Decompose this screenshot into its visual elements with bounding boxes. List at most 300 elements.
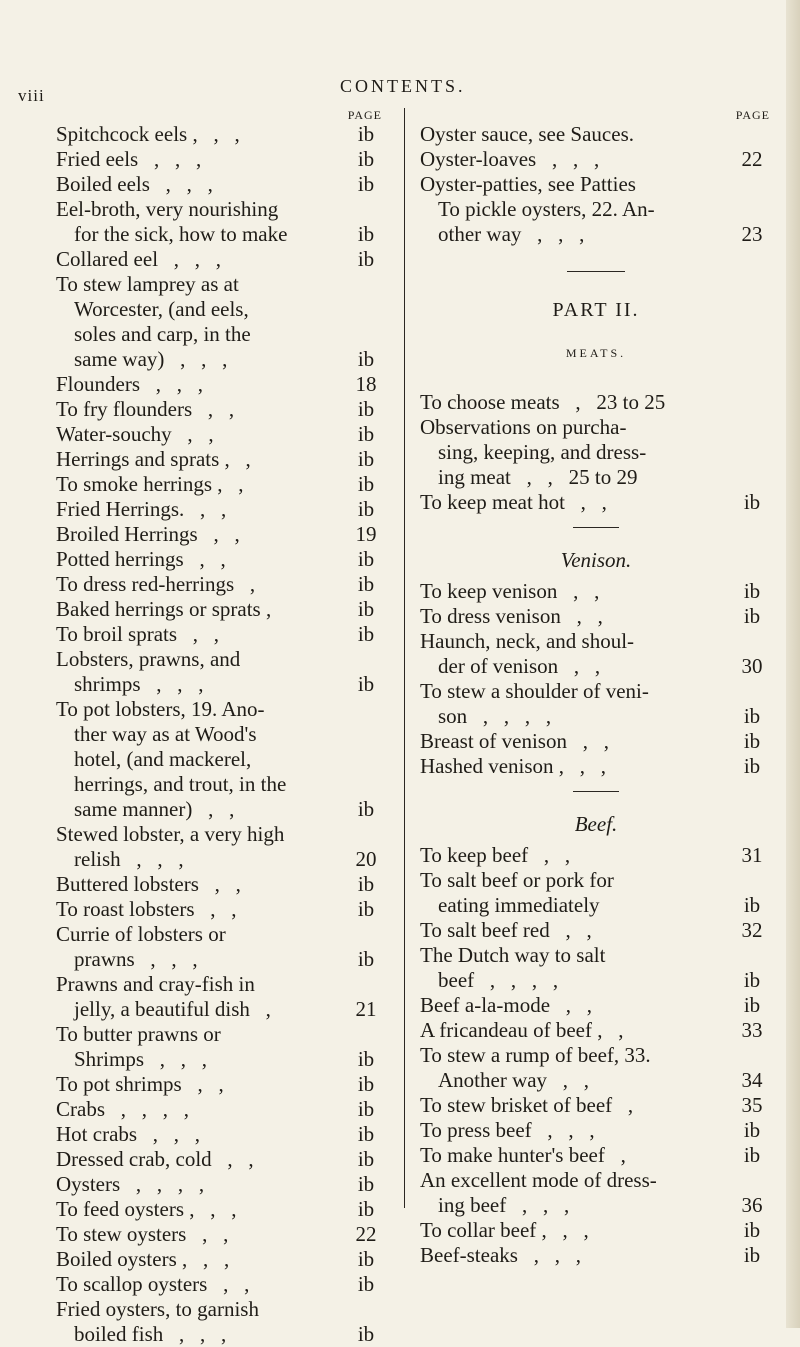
page-ref: 32 (741, 918, 763, 942)
toc-line (420, 1193, 772, 1218)
page-ref: ib (743, 1243, 761, 1267)
toc-line (56, 472, 386, 497)
toc-line (56, 547, 386, 572)
entry-text: Beef-steaks , , , (420, 1243, 581, 1267)
entry-text: Eel-broth, very nourishing (56, 197, 279, 221)
entry-text: other way , , , (438, 222, 585, 246)
page-ref: 30 (741, 654, 763, 678)
entry-text: To roast lobsters , , (56, 897, 237, 921)
toc-entry (56, 547, 386, 572)
toc-entry (420, 415, 772, 490)
toc-entry (420, 918, 772, 943)
page-ref: ib (357, 497, 375, 521)
toc-line (56, 247, 386, 272)
entry-text: To pot lobsters, 19. Ano- (56, 697, 265, 721)
page-ref: ib (743, 604, 761, 628)
toc-line (420, 122, 772, 147)
entry-text: To stew brisket of beef , (420, 1093, 634, 1117)
entry-text: beef , , , , (438, 968, 559, 992)
toc-line (420, 1118, 772, 1143)
entry-text: Buttered lobsters , , (56, 872, 241, 896)
toc-line (420, 1018, 772, 1043)
toc-line (56, 197, 386, 222)
toc-entry (420, 729, 772, 754)
entry-text: Baked herrings or sprats , (56, 597, 272, 621)
entry-text: To pot shrimps , , (56, 1072, 224, 1096)
page-ref: ib (743, 1143, 761, 1167)
entry-text: A fricandeau of beef , , (420, 1018, 624, 1042)
page-ref: 36 (741, 1193, 763, 1217)
toc-line (56, 1197, 386, 1222)
toc-line (56, 1147, 386, 1172)
toc-line (56, 947, 386, 972)
entry-text: An excellent mode of dress- (420, 1168, 657, 1192)
toc-entry (420, 868, 772, 918)
toc-entry (420, 993, 772, 1018)
page-ref: ib (743, 1118, 761, 1142)
entry-text: Worcester, (and eels, (74, 297, 249, 321)
entry-text: To stew oysters , , (56, 1222, 229, 1246)
toc-entry (420, 943, 772, 993)
toc-line (420, 1168, 772, 1193)
entry-text: relish , , , (74, 847, 184, 871)
entry-text: same manner) , , (74, 797, 235, 821)
toc-line (56, 372, 386, 397)
toc-line (420, 390, 772, 415)
page-ref: ib (357, 622, 375, 646)
page-ref: ib (743, 579, 761, 603)
entry-text: Oyster sauce, see Sauces. (420, 122, 634, 146)
page-ref: 31 (741, 843, 763, 867)
toc-line (420, 147, 772, 172)
toc-line (420, 843, 772, 868)
venison-entries (420, 579, 772, 779)
entry-text: Boiled eels , , , (56, 172, 213, 196)
toc-line (56, 572, 386, 597)
entry-text: To salt beef red , , (420, 918, 592, 942)
toc-line (56, 122, 386, 147)
entry-text: ing beef , , , (438, 1193, 570, 1217)
section-title-venison: Venison. (560, 548, 632, 572)
page-title: CONTENTS. (340, 76, 466, 96)
page-ref: ib (357, 122, 375, 146)
page-ref: ib (357, 347, 375, 371)
toc-line (56, 172, 386, 197)
entry-text: To choose meats , 23 to 25 (420, 390, 666, 414)
toc-line (56, 1172, 386, 1197)
entry-text: Currie of lobsters or (56, 922, 226, 946)
toc-entry (56, 1172, 386, 1197)
toc-line (420, 172, 772, 197)
toc-line (56, 1072, 386, 1097)
page-ref: ib (743, 490, 761, 514)
page-ref: ib (743, 754, 761, 778)
toc-entry (56, 647, 386, 697)
section-title-beef: Beef. (574, 812, 618, 836)
toc-line (56, 447, 386, 472)
toc-entry (420, 604, 772, 629)
toc-entry (56, 122, 386, 147)
entry-text: Observations on purcha- (420, 415, 627, 439)
entry-text: Water-souchy , , (56, 422, 214, 446)
toc-line (420, 754, 772, 779)
toc-line (420, 629, 772, 654)
toc-entry (56, 247, 386, 272)
page-column-label: PAGE (347, 108, 382, 122)
entry-text: herrings, and trout, in the (74, 772, 287, 796)
left-column (56, 108, 386, 1347)
toc-entry (56, 622, 386, 647)
toc-entry (420, 390, 772, 415)
toc-entry (56, 472, 386, 497)
toc-entry (56, 1297, 386, 1347)
entry-text: Oyster-patties, see Patties (420, 172, 636, 196)
entry-text: Hot crabs , , , (56, 1122, 201, 1146)
toc-entry (56, 1097, 386, 1122)
entry-text: To keep meat hot , , (420, 490, 607, 514)
meats-entries (420, 390, 772, 515)
toc-line (56, 322, 386, 347)
entry-text: jelly, a beautiful dish , (74, 997, 271, 1021)
page-ref: ib (357, 572, 375, 596)
entry-text: To keep venison , , (420, 579, 600, 603)
toc-line (420, 729, 772, 754)
page-ref: ib (743, 968, 761, 992)
toc-line (56, 1322, 386, 1347)
section-divider (567, 271, 625, 272)
page-ref: ib (357, 397, 375, 421)
toc-entry (56, 597, 386, 622)
page-ref: ib (743, 704, 761, 728)
toc-line (56, 847, 386, 872)
page-ref: 23 (741, 222, 763, 246)
entry-text: shrimps , , , (74, 672, 204, 696)
page-ref: ib (357, 1247, 375, 1271)
toc-line (56, 297, 386, 322)
entry-text: To fry flounders , , (56, 397, 235, 421)
toc-line (56, 597, 386, 622)
entry-text: To broil sprats , , (56, 622, 220, 646)
toc-line (56, 1222, 386, 1247)
page-ref: ib (357, 447, 375, 471)
entry-text: Collared eel , , , (56, 247, 222, 271)
toc-line (420, 679, 772, 704)
page-ref: ib (743, 993, 761, 1017)
page-ref: ib (357, 597, 375, 621)
toc-entry (56, 572, 386, 597)
page-ref: ib (357, 1097, 375, 1121)
toc-line (420, 1143, 772, 1168)
entry-text: To scallop oysters , , (56, 1272, 250, 1296)
toc-entry (420, 1243, 772, 1268)
toc-line (56, 397, 386, 422)
entry-text: To keep beef , , (420, 843, 571, 867)
toc-line (420, 490, 772, 515)
toc-entry (420, 1093, 772, 1118)
page-ref: ib (357, 1197, 375, 1221)
toc-line (56, 422, 386, 447)
entry-text: Dressed crab, cold , , (56, 1147, 254, 1171)
entry-text: Prawns and cray-fish in (56, 972, 255, 996)
toc-entry (420, 754, 772, 779)
page-ref: 21 (355, 997, 377, 1021)
page-ref: ib (743, 893, 761, 917)
toc-line (56, 222, 386, 247)
toc-line (56, 797, 386, 822)
toc-entry (56, 1222, 386, 1247)
toc-entry (420, 172, 772, 247)
page-ref: ib (357, 222, 375, 246)
toc-entry (56, 497, 386, 522)
toc-line (56, 822, 386, 847)
page-ref: ib (357, 247, 375, 271)
toc-line (56, 897, 386, 922)
toc-entry (56, 897, 386, 922)
entry-text: sing, keeping, and dress- (438, 440, 647, 464)
toc-line (56, 1097, 386, 1122)
toc-entry (56, 697, 386, 822)
toc-entry (420, 122, 772, 147)
entry-text: ther way as at Wood's (74, 722, 257, 746)
page-column-label: PAGE (735, 108, 770, 122)
toc-entry (420, 147, 772, 172)
toc-line (56, 347, 386, 372)
toc-line (420, 1243, 772, 1268)
entry-text: To dress red-herrings , (56, 572, 256, 596)
page-ref: ib (357, 547, 375, 571)
toc-line (420, 415, 772, 440)
toc-entry (56, 147, 386, 172)
toc-entry (56, 172, 386, 197)
page-ref: ib (357, 1122, 375, 1146)
entry-text: eating immediately (438, 893, 600, 917)
page-ref: ib (357, 872, 375, 896)
entry-text: boiled fish , , , (74, 1322, 227, 1346)
right-top-entries (420, 122, 772, 247)
toc-line (56, 622, 386, 647)
entry-text: Boiled oysters , , , (56, 1247, 230, 1271)
toc-line (56, 772, 386, 797)
toc-line (56, 1247, 386, 1272)
page-edge (786, 0, 800, 1328)
toc-line (56, 722, 386, 747)
entry-text: Crabs , , , , (56, 1097, 189, 1121)
toc-line (420, 604, 772, 629)
toc-line (56, 497, 386, 522)
entry-text: Flounders , , , (56, 372, 203, 396)
toc-entry (56, 872, 386, 897)
entry-text: To press beef , , , (420, 1118, 595, 1142)
toc-entry (420, 1218, 772, 1243)
toc-line (56, 972, 386, 997)
entry-text: Potted herrings , , (56, 547, 226, 571)
toc-line (56, 672, 386, 697)
page-ref: 18 (355, 372, 377, 396)
right-column (420, 108, 772, 1268)
toc-entry (56, 972, 386, 1022)
entry-text: To collar beef , , , (420, 1218, 589, 1242)
toc-entry (420, 679, 772, 729)
entry-text: Fried Herrings. , , (56, 497, 227, 521)
entry-text: To stew a rump of beef, 33. (420, 1043, 651, 1067)
entry-text: Spitchcock eels , , , (56, 122, 240, 146)
toc-entry (420, 490, 772, 515)
toc-line (56, 647, 386, 672)
entry-text: To salt beef or pork for (420, 868, 614, 892)
entry-text: Fried eels , , , (56, 147, 202, 171)
page-ref: 22 (355, 1222, 377, 1246)
part-title: PART II. (552, 299, 640, 321)
toc-line (56, 147, 386, 172)
page-ref: ib (357, 1322, 375, 1346)
toc-entry (56, 1247, 386, 1272)
page-ref: ib (357, 172, 375, 196)
toc-entry (420, 843, 772, 868)
entry-text: der of venison , , (438, 654, 601, 678)
entry-text: Hashed venison , , , (420, 754, 607, 778)
toc-entry (56, 1072, 386, 1097)
toc-entry (56, 1272, 386, 1297)
toc-entry (56, 1122, 386, 1147)
page-ref: ib (357, 147, 375, 171)
entry-text: Stewed lobster, a very high (56, 822, 285, 846)
toc-line (56, 1122, 386, 1147)
toc-line (420, 1043, 772, 1068)
page-ref: ib (357, 672, 375, 696)
page-number: viii (18, 86, 45, 105)
toc-entry (56, 447, 386, 472)
toc-entry (56, 922, 386, 972)
entry-text: prawns , , , (74, 947, 198, 971)
toc-entry (420, 1143, 772, 1168)
toc-line (420, 465, 772, 490)
entry-text: To make hunter's beef , (420, 1143, 626, 1167)
toc-line (56, 522, 386, 547)
page-ref: ib (357, 797, 375, 821)
entry-text: To stew a shoulder of veni- (420, 679, 649, 703)
toc-entry (420, 629, 772, 679)
toc-line (420, 943, 772, 968)
page-ref: ib (357, 947, 375, 971)
left-entries (56, 122, 386, 1347)
page-ref: ib (357, 1272, 375, 1296)
column-divider (404, 108, 405, 1208)
entry-text: Broiled Herrings , , (56, 522, 240, 546)
page-ref: ib (357, 897, 375, 921)
entry-text: Oyster-loaves , , , (420, 147, 600, 171)
entry-text: same way) , , , (74, 347, 228, 371)
toc-line (56, 272, 386, 297)
toc-line (420, 918, 772, 943)
entry-text: Another way , , (438, 1068, 590, 1092)
page-ref: ib (357, 422, 375, 446)
toc-entry (56, 197, 386, 247)
toc-entry (420, 1018, 772, 1043)
entry-text: Oysters , , , , (56, 1172, 205, 1196)
toc-entry (56, 272, 386, 372)
toc-entry (420, 1118, 772, 1143)
toc-line (420, 704, 772, 729)
page-ref: ib (357, 1172, 375, 1196)
entry-text: for the sick, how to make (74, 222, 288, 246)
toc-line (420, 222, 772, 247)
section-divider (573, 527, 619, 528)
toc-line (420, 993, 772, 1018)
page-ref: 19 (355, 522, 377, 546)
toc-line (420, 1218, 772, 1243)
page-ref: ib (743, 1218, 761, 1242)
toc-line (420, 579, 772, 604)
entry-text: son , , , , (438, 704, 552, 728)
toc-line (420, 968, 772, 993)
entry-text: Lobsters, prawns, and (56, 647, 241, 671)
toc-line (56, 922, 386, 947)
toc-line (420, 868, 772, 893)
toc-entry (56, 1022, 386, 1072)
toc-entry (56, 1197, 386, 1222)
toc-line (420, 1093, 772, 1118)
entry-text: To butter prawns or (56, 1022, 221, 1046)
page-ref: 22 (741, 147, 763, 171)
entry-text: To smoke herrings , , (56, 472, 244, 496)
toc-entry (56, 522, 386, 547)
entry-text: Shrimps , , , (74, 1047, 208, 1071)
toc-line (56, 1272, 386, 1297)
beef-entries (420, 843, 772, 1268)
page-ref: 20 (355, 847, 377, 871)
entry-text: The Dutch way to salt (420, 943, 606, 967)
page-ref: ib (357, 1047, 375, 1071)
page-ref: ib (743, 729, 761, 753)
entry-text: To pickle oysters, 22. An- (438, 197, 655, 221)
toc-entry (56, 1147, 386, 1172)
entry-text: Haunch, neck, and shoul- (420, 629, 635, 653)
entry-text: To feed oysters , , , (56, 1197, 237, 1221)
toc-entry (420, 1043, 772, 1093)
entry-text: hotel, (and mackerel, (74, 747, 252, 771)
toc-line (56, 1047, 386, 1072)
entry-text: Beef a-la-mode , , (420, 993, 593, 1017)
toc-entry (420, 579, 772, 604)
entry-text: To dress venison , , (420, 604, 603, 628)
page-ref: 33 (741, 1018, 763, 1042)
toc-line (420, 654, 772, 679)
entry-text: soles and carp, in the (74, 322, 251, 346)
toc-entry (56, 397, 386, 422)
part-subtitle: MEATS. (565, 346, 627, 360)
entry-text: Herrings and sprats , , (56, 447, 251, 471)
entry-text: Breast of venison , , (420, 729, 609, 753)
section-divider (573, 791, 619, 792)
toc-line (56, 997, 386, 1022)
entry-text: ing meat , , 25 to 29 (438, 465, 638, 489)
page-ref: 35 (741, 1093, 763, 1117)
toc-entry (56, 372, 386, 397)
toc-line (56, 1022, 386, 1047)
page-ref: ib (357, 1072, 375, 1096)
toc-line (56, 872, 386, 897)
toc-entry (56, 822, 386, 872)
toc-line (420, 1068, 772, 1093)
page-ref: ib (357, 1147, 375, 1171)
toc-line (56, 747, 386, 772)
toc-line (56, 697, 386, 722)
page-ref: ib (357, 472, 375, 496)
toc-line (56, 1297, 386, 1322)
toc-line (420, 197, 772, 222)
toc-entry (420, 1168, 772, 1218)
toc-line (420, 893, 772, 918)
